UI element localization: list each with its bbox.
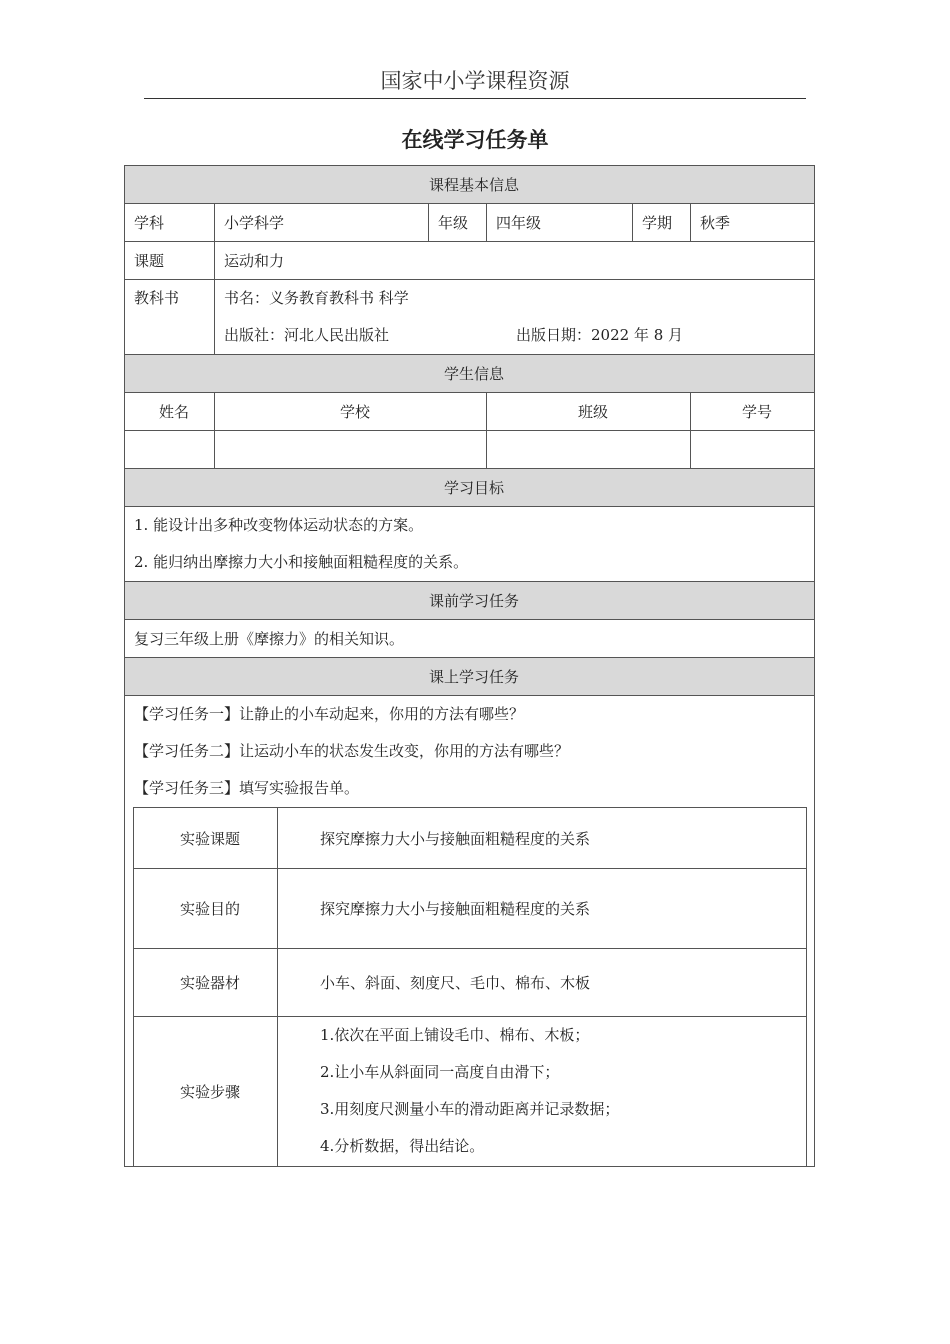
student-name-field[interactable] [125, 431, 215, 469]
student-school-header: 学校 [215, 393, 487, 431]
subject-row [125, 204, 815, 242]
student-id-field[interactable] [691, 431, 815, 469]
topic-row [125, 242, 815, 280]
student-input-row [125, 431, 815, 469]
in-class-header-row [125, 658, 815, 696]
in-class-tasks [125, 696, 815, 1167]
student-class-field[interactable] [487, 431, 691, 469]
grade-value: 四年级 [487, 204, 633, 242]
experiment-step: 2.让小车从斜面同一高度自由滑下； [320, 1063, 560, 1082]
course-info-header-row [125, 166, 815, 204]
experiment-purpose-row [134, 869, 807, 949]
task-sheet-table [124, 165, 815, 1167]
term-value: 秋季 [691, 204, 815, 242]
objectives-list [125, 507, 815, 582]
term-label: 学期 [633, 204, 691, 242]
topic-label: 课题 [125, 242, 215, 280]
course-info-heading: 课程基本信息 [125, 166, 815, 204]
objective-item: 1. 能设计出多种改变物体运动状态的方案。 [134, 516, 424, 534]
student-columns-row [125, 393, 815, 431]
textbook-publish-date: 出版日期：2022 年 8 月 [516, 326, 684, 344]
page-header: 国家中小学课程资源 [144, 64, 806, 99]
objectives-row [125, 507, 815, 582]
pre-class-row [125, 620, 815, 658]
objective-item: 2. 能归纳出摩擦力大小和接触面粗糙程度的关系。 [134, 553, 469, 571]
experiment-topic-value: 探究摩擦力大小与接触面粗糙程度的关系 [278, 808, 807, 869]
task-item: 【学习任务三】填写实验报告单。 [134, 779, 360, 797]
textbook-label: 教科书 [125, 280, 215, 355]
student-info-header-row [125, 355, 815, 393]
student-info-heading: 学生信息 [125, 355, 815, 393]
grade-label: 年级 [429, 204, 487, 242]
experiment-step: 1.依次在平面上铺设毛巾、棉布、木板； [320, 1026, 590, 1045]
experiment-topic-label: 实验课题 [134, 808, 278, 869]
objectives-header-row [125, 469, 815, 507]
experiment-purpose-value: 探究摩擦力大小与接触面粗糙程度的关系 [278, 869, 807, 949]
experiment-equipment-row [134, 949, 807, 1017]
textbook-row [125, 280, 815, 355]
textbook-info [215, 280, 815, 355]
task-item: 【学习任务一】让静止的小车动起来，你用的方法有哪些？ [134, 705, 525, 723]
student-school-field[interactable] [215, 431, 487, 469]
experiment-step: 3.用刻度尺测量小车的滑动距离并记录数据； [320, 1100, 620, 1119]
experiment-purpose-label: 实验目的 [134, 869, 278, 949]
objectives-heading: 学习目标 [125, 469, 815, 507]
pre-class-heading: 课前学习任务 [125, 582, 815, 620]
experiment-topic-row [134, 808, 807, 869]
subject-value: 小学科学 [215, 204, 429, 242]
experiment-step: 4.分析数据，得出结论。 [320, 1137, 485, 1156]
textbook-publisher: 出版社：河北人民出版社 [224, 326, 390, 344]
experiment-steps-label: 实验步骤 [134, 1017, 278, 1166]
experiment-equipment-value: 小车、斜面、刻度尺、毛巾、棉布、木板 [278, 949, 807, 1017]
textbook-name: 书名：义务教育教科书 科学 [224, 289, 409, 307]
in-class-heading: 课上学习任务 [125, 658, 815, 696]
pre-class-text: 复习三年级上册《摩擦力》的相关知识。 [125, 620, 815, 658]
student-class-header: 班级 [487, 393, 691, 431]
subject-label: 学科 [125, 204, 215, 242]
student-name-header: 姓名 [125, 393, 215, 431]
experiment-steps-list [278, 1017, 807, 1166]
experiment-report-table [133, 807, 807, 1166]
document-title: 在线学习任务单 [401, 128, 549, 152]
task-item: 【学习任务二】让运动小车的状态发生改变，你用的方法有哪些？ [134, 742, 570, 760]
experiment-steps-row [134, 1017, 807, 1166]
experiment-equipment-label: 实验器材 [134, 949, 278, 1017]
in-class-row [125, 696, 815, 1167]
student-id-header: 学号 [691, 393, 815, 431]
pre-class-header-row [125, 582, 815, 620]
topic-value: 运动和力 [215, 242, 815, 280]
